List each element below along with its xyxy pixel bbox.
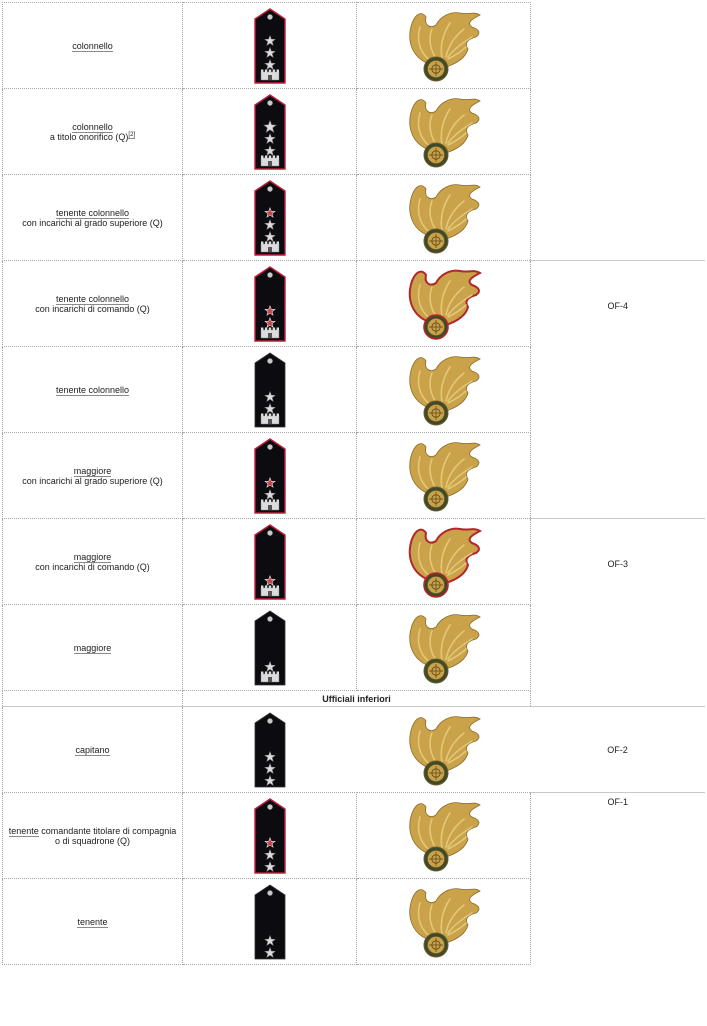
rank-cell	[3, 175, 183, 261]
flame-icon	[409, 356, 479, 410]
flame-insignia[interactable]	[357, 609, 530, 687]
flame-cell	[357, 879, 531, 965]
table-row	[3, 175, 705, 261]
epaulette-button	[267, 616, 272, 621]
table-row	[3, 793, 705, 879]
nato-cell-empty	[531, 3, 705, 89]
epaulette-cell	[183, 175, 357, 261]
rank-link[interactable]: tenente colonnello	[55, 293, 130, 304]
rank-link[interactable]: colonnello	[72, 40, 113, 51]
rank-qualifier-2: o di squadrone (Q)	[54, 835, 131, 846]
flame-cell	[357, 605, 531, 691]
flame-cell	[357, 3, 531, 89]
epaulette-insignia[interactable]	[183, 523, 356, 601]
flame-grenade-svg	[402, 351, 486, 429]
flame-icon	[409, 802, 479, 856]
flame-grenade-svg	[402, 609, 486, 687]
grenade-icon	[424, 487, 448, 511]
epaulette-button	[267, 890, 272, 895]
epaulette-cell	[183, 519, 357, 605]
epaulette-svg	[252, 93, 288, 171]
flame-cell	[357, 347, 531, 433]
epaulette-svg	[252, 437, 288, 515]
rank-link[interactable]: maggiore	[73, 465, 112, 476]
table-row	[3, 89, 705, 175]
flame-grenade-svg	[402, 265, 486, 343]
epaulette-svg	[252, 265, 288, 343]
rank-cell	[3, 347, 183, 433]
rank-qualifier: con incarichi di comando (Q)	[35, 561, 150, 572]
flame-grenade-svg	[402, 711, 486, 789]
flame-grenade-svg	[402, 7, 486, 85]
flame-insignia[interactable]	[357, 265, 530, 343]
epaulette-insignia[interactable]	[183, 265, 356, 343]
flame-insignia[interactable]	[357, 711, 531, 789]
epaulette-button	[267, 530, 272, 535]
rank-cell	[3, 879, 183, 965]
flame-icon	[409, 716, 479, 770]
flame-grenade-svg	[402, 797, 486, 875]
rank-cell	[3, 433, 183, 519]
flame-insignia[interactable]	[357, 883, 530, 961]
flame-insignia[interactable]	[357, 437, 530, 515]
flame-grenade-svg	[402, 437, 486, 515]
flame-cell	[357, 433, 531, 519]
nato-cell	[531, 519, 705, 707]
flame-grenade-svg	[402, 179, 486, 257]
grenade-icon	[424, 229, 448, 253]
epaulette-button	[267, 100, 272, 105]
epaulette-button	[267, 186, 272, 191]
flame-cell	[357, 793, 531, 879]
table-row	[3, 3, 705, 89]
rank-cell	[3, 605, 183, 691]
nato-code: OF-1	[607, 797, 628, 807]
nato-code: OF-2	[607, 744, 628, 755]
ranks-table	[2, 2, 705, 965]
flame-icon	[409, 528, 479, 582]
epaulette-insignia[interactable]	[183, 179, 356, 257]
epaulette-cell	[183, 793, 357, 879]
flame-insignia[interactable]	[357, 179, 530, 257]
table-row	[3, 261, 705, 347]
rank-cell	[3, 707, 183, 793]
section-spacer	[3, 691, 183, 707]
nato-cell	[531, 707, 705, 793]
rank-qualifier: con incarichi al grado superiore (Q)	[22, 475, 163, 486]
epaulette-cell	[183, 3, 357, 89]
epaulette-button	[267, 804, 272, 809]
grenade-icon	[424, 847, 448, 871]
nato-code: OF-4	[607, 301, 628, 311]
rank-qualifier: comandante titolare di compagnia	[38, 825, 177, 836]
flame-icon	[409, 98, 479, 152]
epaulette-insignia[interactable]	[183, 609, 356, 687]
epaulette-svg	[252, 523, 288, 601]
epaulette-svg	[252, 351, 288, 429]
grenade-icon	[424, 315, 448, 339]
flame-cell	[357, 519, 531, 605]
nato-cell-empty	[531, 89, 705, 175]
table-row	[3, 519, 705, 605]
grenade-icon	[424, 573, 448, 597]
epaulette-button	[267, 358, 272, 363]
epaulette-cell	[183, 879, 357, 965]
epaulette-cell	[183, 347, 357, 433]
epaulette-insignia[interactable]	[183, 351, 356, 429]
epaulette-insignia[interactable]	[183, 437, 356, 515]
flame-icon	[409, 614, 479, 668]
table-row	[3, 707, 705, 793]
flame-insignia[interactable]	[357, 351, 530, 429]
flame-insignia[interactable]	[357, 93, 530, 171]
rank-cell	[3, 793, 183, 879]
rank-cell	[3, 89, 183, 175]
rank-cell	[3, 3, 183, 89]
rank-cell	[3, 261, 183, 347]
flame-insignia[interactable]	[357, 523, 530, 601]
rank-link[interactable]: tenente colonnello	[55, 384, 130, 395]
epaulette-button	[267, 444, 272, 449]
rank-qualifier: con incarichi di comando (Q)	[35, 303, 150, 314]
nato-cell-empty	[531, 175, 705, 261]
flame-insignia[interactable]	[357, 7, 530, 85]
rank-link[interactable]: maggiore	[73, 642, 112, 653]
flame-icon	[409, 270, 479, 324]
grenade-icon	[424, 401, 448, 425]
flame-cell	[357, 707, 531, 793]
epaulette-svg	[252, 7, 288, 85]
flame-cell	[357, 261, 531, 347]
section-header	[183, 691, 531, 707]
flame-grenade-svg	[402, 883, 486, 961]
flame-icon	[409, 888, 479, 942]
flame-insignia[interactable]	[357, 797, 530, 875]
flame-cell	[357, 175, 531, 261]
flame-icon	[409, 12, 479, 66]
epaulette-cell	[183, 433, 357, 519]
rank-link[interactable]: tenente	[77, 916, 108, 927]
grenade-icon	[424, 57, 448, 81]
section-title: Ufficiali inferiori	[322, 693, 391, 704]
grenade-icon	[424, 659, 448, 683]
epaulette-svg	[252, 797, 288, 875]
rank-link[interactable]: capitano	[75, 744, 110, 755]
epaulette-insignia[interactable]	[183, 7, 356, 85]
epaulette-svg	[252, 711, 288, 789]
rank-cell	[3, 519, 183, 605]
rank-qualifier: a titolo onorifico (Q)	[49, 131, 129, 142]
grenade-icon	[424, 761, 448, 785]
grenade-icon	[424, 933, 448, 957]
epaulette-svg	[252, 883, 288, 961]
epaulette-insignia[interactable]	[183, 883, 356, 961]
epaulette-button	[267, 272, 272, 277]
epaulette-insignia[interactable]	[183, 93, 356, 171]
nato-cell	[531, 261, 705, 519]
epaulette-button	[267, 14, 272, 19]
rank-qualifier: con incarichi al grado superiore (Q)	[22, 217, 163, 228]
epaulette-svg	[252, 179, 288, 257]
flame-icon	[409, 442, 479, 496]
epaulette-cell	[183, 707, 357, 793]
flame-grenade-svg	[402, 523, 486, 601]
epaulette-cell	[183, 89, 357, 175]
nato-cell	[531, 793, 705, 965]
flame-icon	[409, 184, 479, 238]
footnote-ref[interactable]: [2]	[128, 131, 136, 138]
flame-grenade-svg	[402, 93, 486, 171]
grenade-icon	[424, 143, 448, 167]
nato-code: OF-3	[607, 559, 628, 569]
epaulette-cell	[183, 605, 357, 691]
rank-link[interactable]: maggiore	[73, 551, 112, 562]
rank-link[interactable]: colonnello	[72, 121, 113, 132]
rank-link[interactable]: tenente	[8, 825, 39, 836]
epaulette-insignia[interactable]	[183, 711, 357, 789]
epaulette-button	[267, 718, 272, 723]
epaulette-svg	[252, 609, 288, 687]
epaulette-cell	[183, 261, 357, 347]
flame-cell	[357, 89, 531, 175]
rank-link[interactable]: tenente colonnello	[55, 207, 130, 218]
epaulette-insignia[interactable]	[183, 797, 356, 875]
